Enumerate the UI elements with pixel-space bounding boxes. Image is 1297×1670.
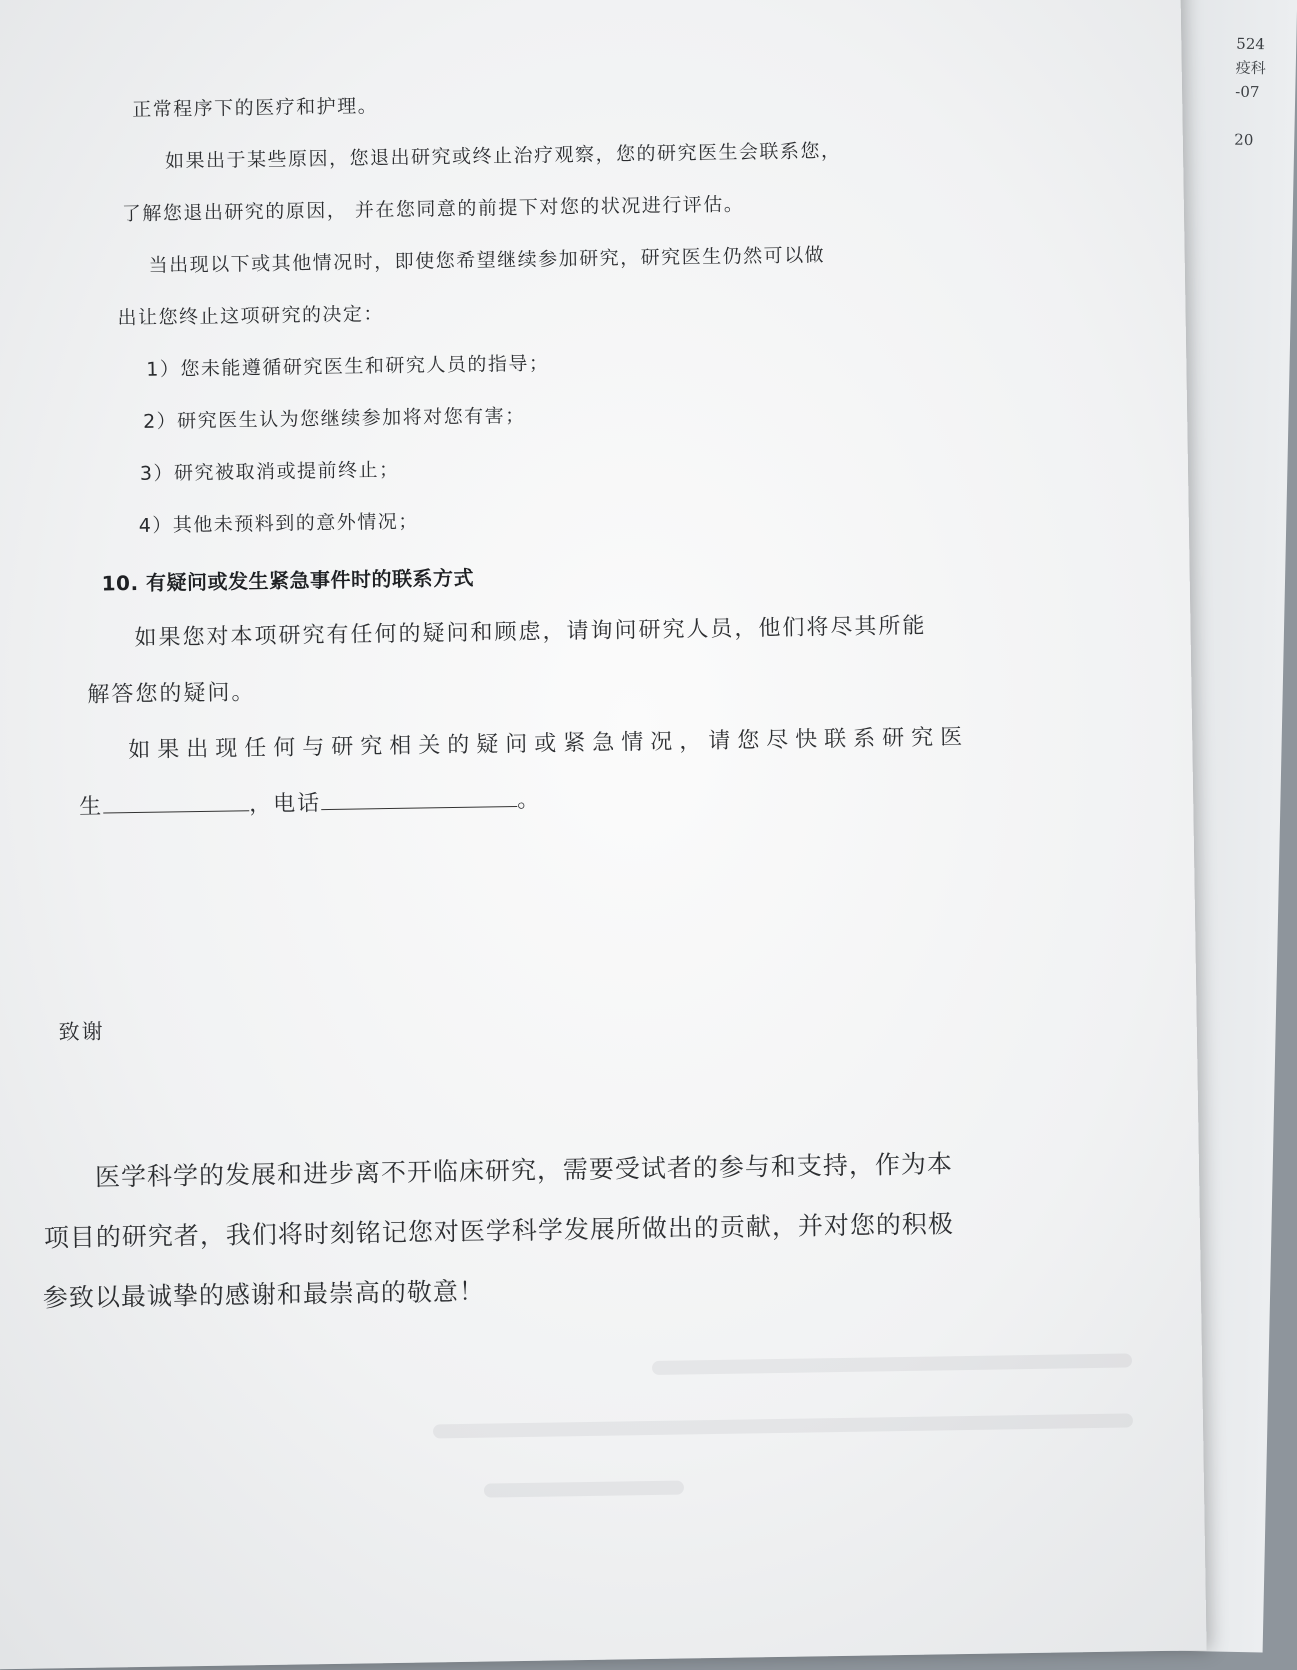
contact-suffix: 。 bbox=[516, 787, 542, 814]
phone-blank bbox=[321, 805, 517, 810]
section10-line: 解答您的疑问。 bbox=[87, 680, 256, 708]
bleed-through-mark bbox=[652, 1353, 1132, 1375]
under-fragment: -07 bbox=[1235, 82, 1260, 102]
bleed-through-mark bbox=[484, 1481, 684, 1498]
section9-line: 当出现以下或其他情况时，即使您希望继续参加研究，研究医生仍然可以做 bbox=[148, 244, 826, 277]
doctor-name-blank bbox=[103, 809, 249, 813]
section9-list-item: 4）其他未预料到的意外情况； bbox=[138, 510, 419, 537]
under-fragment: 疫科 bbox=[1235, 58, 1266, 78]
contact-middle: ，电话 bbox=[248, 791, 322, 818]
section9-line: 正常程序下的医疗和护理。 bbox=[132, 95, 379, 121]
thanks-line: 项目的研究者，我们将时刻铭记您对医学科学发展所做出的贡献，并对您的积极 bbox=[43, 1209, 955, 1253]
section10-line: 如果出现任何与研究相关的疑问或紧急情况，请您尽快联系研究医 bbox=[128, 724, 970, 764]
section9-line: 出让您终止这项研究的决定： bbox=[117, 303, 385, 330]
section9-line: 了解您退出研究的原因， 并在您同意的前提下对您的状况进行评估。 bbox=[121, 193, 745, 226]
contact-prefix: 生 bbox=[78, 794, 104, 820]
thanks-heading: 致谢 bbox=[58, 1019, 105, 1045]
thanks-line: 参致以最诚挚的感谢和最崇高的敬意！ bbox=[42, 1276, 486, 1313]
section10-heading: 10. 有疑问或发生紧急事件时的联系方式 bbox=[101, 565, 475, 596]
under-fragment: 20 bbox=[1234, 130, 1254, 150]
section9-list-item: 1）您未能遵循研究医生和研究人员的指导； bbox=[146, 352, 550, 381]
section9-list-item: 2）研究医生认为您继续参加将对您有害； bbox=[142, 404, 526, 433]
section9-list-item: 3）研究被取消或提前终止； bbox=[139, 458, 400, 485]
section10-line: 如果您对本项研究有任何的疑问和顾虑，请询问研究人员，他们将尽其所能 bbox=[134, 613, 927, 652]
section9-line: 如果出于某些原因，您退出研究或终止治疗观察，您的研究医生会联系您， bbox=[164, 139, 842, 173]
bleed-through-mark bbox=[433, 1413, 1133, 1438]
thanks-line: 医学科学的发展和进步离不开临床研究，需要受试者的参与和支持，作为本 bbox=[94, 1149, 954, 1192]
contact-line bbox=[79, 783, 541, 821]
under-fragment: 524 bbox=[1236, 34, 1266, 54]
underlying-page-text bbox=[1234, 32, 1296, 153]
